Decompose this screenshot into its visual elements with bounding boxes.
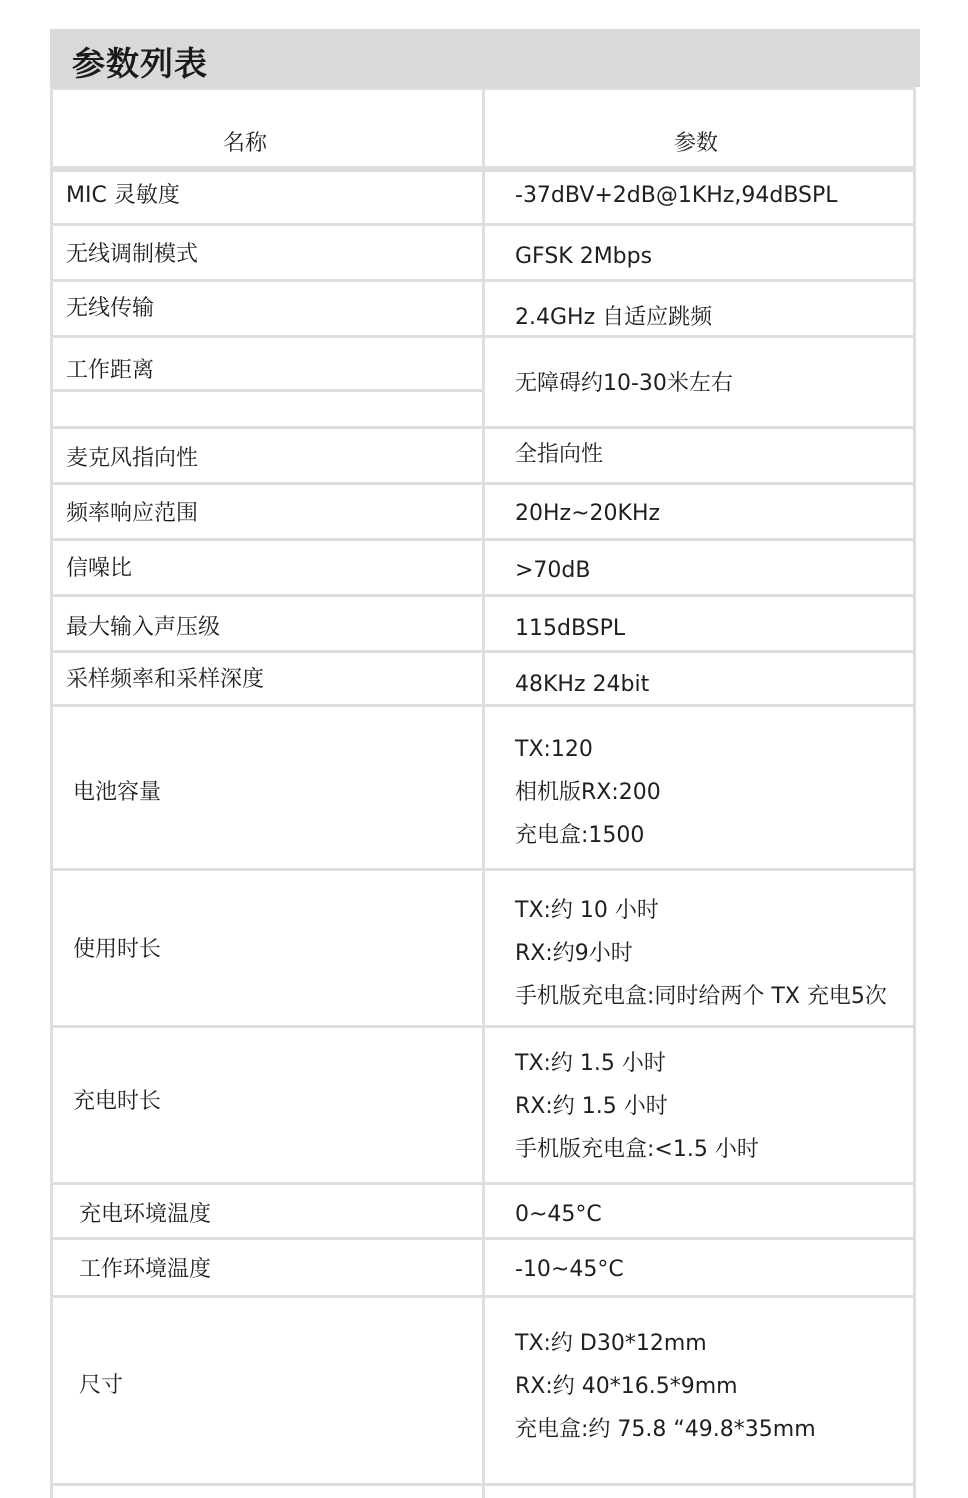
header-name-label: 名称 (223, 131, 268, 156)
row-value-cell (482, 1182, 916, 1240)
row-value-cell (482, 279, 916, 338)
row-name: 麦克风指向性 (66, 446, 199, 471)
row-name: 无线传输 (66, 296, 155, 321)
spec-sheet (50, 29, 920, 1498)
row-name: 电池容量 (73, 780, 162, 805)
row-value-cell (482, 650, 916, 707)
row-name: 最大输入声压级 (66, 615, 221, 640)
row-value-cell (482, 1295, 916, 1486)
row-name: 频率响应范围 (66, 501, 199, 526)
row-name-empty-cell (50, 389, 485, 429)
row-value: 2.4GHz 自适应跳频 (515, 305, 713, 330)
row-name: MIC 灵敏度 (66, 183, 180, 208)
spec-table (50, 87, 920, 1498)
table-header-row (50, 87, 920, 169)
row-name: 工作环境温度 (79, 1257, 212, 1282)
header-value-label: 参数 (674, 131, 719, 156)
row-value-cell (482, 482, 916, 541)
table-row (50, 279, 920, 338)
row-value-cell (482, 868, 916, 1028)
row-value-cell (482, 538, 916, 597)
row-value-line: TX:约 D30*12mm (515, 1331, 707, 1356)
table-row-partial (50, 1483, 920, 1498)
row-name-cell (50, 1025, 485, 1185)
row-value-cell (482, 223, 916, 282)
row-value-line: 充电盒:1500 (515, 823, 645, 848)
row-value-cell (482, 426, 916, 485)
row-value-line: TX:约 1.5 小时 (515, 1051, 666, 1076)
row-name: 工作距离 (66, 358, 155, 383)
page-title: 参数列表 (72, 44, 208, 83)
title-bar (50, 29, 920, 87)
table-row (50, 1182, 920, 1240)
table-row (50, 223, 920, 282)
row-value-cell (482, 1025, 916, 1185)
row-name: 信噪比 (66, 556, 133, 581)
row-value-line: RX:约9小时 (515, 941, 633, 966)
row-value-line: TX:120 (515, 737, 593, 762)
row-value: GFSK 2Mbps (515, 244, 653, 269)
row-value: 20Hz~20KHz (515, 501, 661, 526)
row-value-cell (482, 1237, 916, 1298)
row-value: >70dB (515, 558, 591, 583)
row-value-line: RX:约 1.5 小时 (515, 1094, 668, 1119)
row-name-cell (50, 1483, 485, 1498)
table-row (50, 335, 920, 429)
table-row (50, 704, 920, 871)
table-row (50, 482, 920, 541)
row-name: 无线调制模式 (66, 242, 199, 267)
row-name-cell (50, 1237, 485, 1298)
row-value-line: 相机版RX:200 (515, 780, 661, 805)
row-name-cell (50, 594, 485, 653)
row-name-cell (50, 1182, 485, 1240)
row-value-cell (482, 594, 916, 653)
row-value-cell (482, 169, 916, 226)
row-value: -10~45°C (515, 1257, 624, 1282)
row-value-line: TX:约 10 小时 (515, 898, 659, 923)
row-value-line: RX:约 40*16.5*9mm (515, 1374, 738, 1399)
header-cell-value (482, 87, 916, 169)
row-name: 尺寸 (79, 1373, 124, 1398)
row-value-cell (482, 335, 916, 429)
table-row (50, 426, 920, 485)
row-name-cell (50, 223, 485, 282)
table-row (50, 538, 920, 597)
header-cell-name (50, 87, 485, 169)
row-value: 全指向性 (515, 442, 604, 467)
row-value: 48KHz 24bit (515, 672, 650, 697)
table-row (50, 650, 920, 707)
table-row (50, 169, 920, 226)
table-row (50, 594, 920, 653)
row-value: 0~45°C (515, 1202, 602, 1227)
row-value: 115dBSPL (515, 616, 626, 641)
row-name-cell (50, 868, 485, 1028)
row-name: 采样频率和采样深度 (66, 667, 265, 692)
row-name-cell (50, 704, 485, 871)
row-value-line: 充电盒:约 75.8 “49.8*35mm (515, 1417, 816, 1442)
row-value: 无障碍约10-30米左右 (515, 371, 733, 396)
row-name: 使用时长 (73, 937, 162, 962)
row-name-cell (50, 650, 485, 707)
table-row (50, 1237, 920, 1298)
row-name: 充电时长 (73, 1089, 162, 1114)
table-row (50, 1025, 920, 1185)
row-name-cell (50, 335, 485, 392)
row-value-cell (482, 704, 916, 871)
row-value-cell (482, 1483, 916, 1498)
row-name-cell (50, 1295, 485, 1486)
row-name-cell (50, 279, 485, 338)
row-name-cell (50, 482, 485, 541)
table-row (50, 868, 920, 1028)
table-row (50, 1295, 920, 1486)
row-value: -37dBV+2dB@1KHz,94dBSPL (515, 183, 838, 208)
row-name-cell (50, 169, 485, 226)
row-name-cell (50, 538, 485, 597)
row-name-cell (50, 426, 485, 485)
row-value-line: 手机版充电盒:<1.5 小时 (515, 1137, 759, 1162)
row-name: 充电环境温度 (79, 1202, 212, 1227)
row-value-line: 手机版充电盒:同时给两个 TX 充电5次 (515, 984, 887, 1009)
